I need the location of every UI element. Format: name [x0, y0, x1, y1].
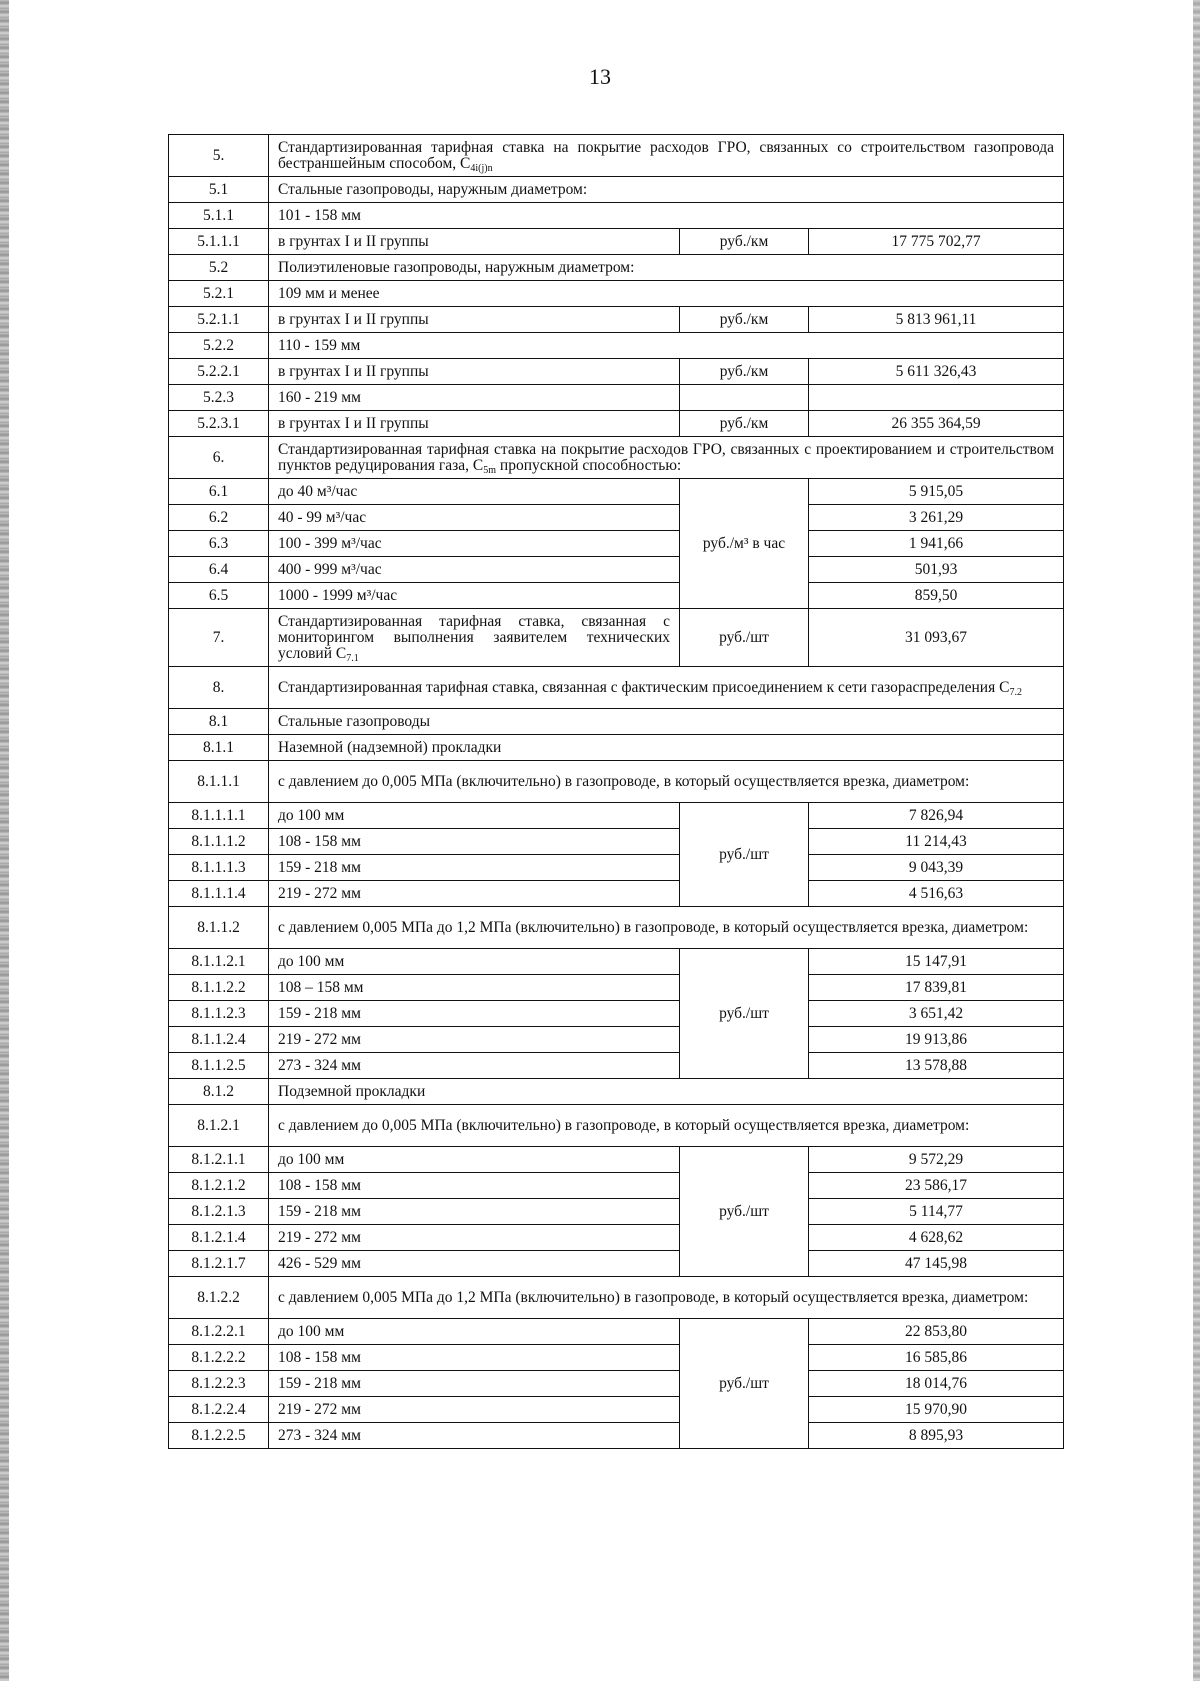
- row-description: в грунтах I и II группы: [269, 411, 680, 437]
- row-number: 5.1.1.1: [169, 229, 269, 255]
- table-row: [169, 281, 1064, 307]
- row-description: в грунтах I и II группы: [269, 359, 680, 385]
- table-row: [169, 255, 1064, 281]
- row-value: 17 839,81: [809, 975, 1064, 1001]
- row-number: 8.1.1.2.2: [169, 975, 269, 1001]
- row-value: 22 853,80: [809, 1319, 1064, 1345]
- row-description: в грунтах I и II группы: [269, 307, 680, 333]
- row-unit: руб./м³ в час: [680, 479, 809, 609]
- row-number: 8.1.1.2.1: [169, 949, 269, 975]
- row-description: 159 - 218 мм: [269, 1199, 680, 1225]
- row-number: 8.1.1.2.3: [169, 1001, 269, 1027]
- table-row: [169, 203, 1064, 229]
- row-value: 859,50: [809, 583, 1064, 609]
- row-description: 160 - 219 мм: [269, 385, 680, 411]
- table-row: [169, 385, 1064, 411]
- table-row: [169, 531, 1064, 557]
- table-row: [169, 1001, 1064, 1027]
- table-row: [169, 1345, 1064, 1371]
- row-number: 8.1.1.2.5: [169, 1053, 269, 1079]
- tariff-table: [168, 134, 1064, 1449]
- row-unit: руб./шт: [680, 1147, 809, 1277]
- row-number: 8.1.2.2.5: [169, 1423, 269, 1449]
- row-number: 5.1: [169, 177, 269, 203]
- row-unit: руб./шт: [680, 949, 809, 1079]
- row-unit: руб./км: [680, 307, 809, 333]
- row-description: 273 - 324 мм: [269, 1423, 680, 1449]
- table-row: [169, 557, 1064, 583]
- row-description: 108 – 158 мм: [269, 975, 680, 1001]
- table-row: [169, 829, 1064, 855]
- row-description: Стальные газопроводы, наружным диаметром:: [269, 177, 1064, 203]
- row-description: 100 - 399 м³/час: [269, 531, 680, 557]
- table-row: [169, 855, 1064, 881]
- row-unit: руб./км: [680, 411, 809, 437]
- row-number: 8.1.1.1.3: [169, 855, 269, 881]
- row-value: 9 572,29: [809, 1147, 1064, 1173]
- row-description: 101 - 158 мм: [269, 203, 1064, 229]
- empty-cell: [680, 385, 809, 411]
- row-number: 8.: [169, 667, 269, 709]
- table-row: [169, 479, 1064, 505]
- row-number: 8.1.1.2.4: [169, 1027, 269, 1053]
- row-value: 8 895,93: [809, 1423, 1064, 1449]
- table-row: [169, 1277, 1064, 1319]
- row-number: 8.1.1: [169, 735, 269, 761]
- row-number: 5.2: [169, 255, 269, 281]
- row-description: 219 - 272 мм: [269, 1397, 680, 1423]
- row-number: 5.2.2: [169, 333, 269, 359]
- table-row: [169, 307, 1064, 333]
- row-value: 9 043,39: [809, 855, 1064, 881]
- row-number: 8.1.2.1.2: [169, 1173, 269, 1199]
- table-row: [169, 1371, 1064, 1397]
- row-number: 8.1.2: [169, 1079, 269, 1105]
- row-value: 5 813 961,11: [809, 307, 1064, 333]
- row-description: Наземной (надземной) прокладки: [269, 735, 1064, 761]
- row-description: с давлением 0,005 МПа до 1,2 МПа (включительно) в газопроводе, в который осуществляется врезка, диаметром:: [269, 907, 1064, 949]
- row-number: 6.3: [169, 531, 269, 557]
- section-description: Стандартизированная тарифная ставка, связанная с мониторингом выполнения заявителем технических условий $С_{7.1}$: [269, 609, 680, 667]
- row-description: 400 - 999 м³/час: [269, 557, 680, 583]
- row-value: 3 261,29: [809, 505, 1064, 531]
- row-value: 47 145,98: [809, 1251, 1064, 1277]
- table-row: [169, 609, 1064, 667]
- row-description: 273 - 324 мм: [269, 1053, 680, 1079]
- row-description: в грунтах I и II группы: [269, 229, 680, 255]
- table-row: [169, 359, 1064, 385]
- row-description: с давлением 0,005 МПа до 1,2 МПа (включительно) в газопроводе, в который осуществляется врезка, диаметром:: [269, 1277, 1064, 1319]
- section-description: Стандартизированная тарифная ставка, связанная с фактическим присоединением к сети газораспределения $С_{7.2}$: [269, 667, 1064, 709]
- row-value: 4 628,62: [809, 1225, 1064, 1251]
- row-value: 13 578,88: [809, 1053, 1064, 1079]
- row-number: 8.1.2.1.7: [169, 1251, 269, 1277]
- section-description: Стандартизированная тарифная ставка на покрытие расходов ГРО, связанных с проектированием и строительством пунктов редуцирования газа, $С_{5m}$ пропускной способностью:: [269, 437, 1064, 479]
- row-number: 5.2.3: [169, 385, 269, 411]
- row-number: 6.1: [169, 479, 269, 505]
- row-description: Стальные газопроводы: [269, 709, 1064, 735]
- row-description: 108 - 158 мм: [269, 1173, 680, 1199]
- row-number: 8.1.1.1: [169, 761, 269, 803]
- scan-edge-left: [0, 0, 9, 1681]
- row-value: 5 114,77: [809, 1199, 1064, 1225]
- row-description: с давлением до 0,005 МПа (включительно) в газопроводе, в который осуществляется врезка, диаметром:: [269, 761, 1064, 803]
- row-number: 5.2.1: [169, 281, 269, 307]
- table-row: [169, 1173, 1064, 1199]
- table-row: [169, 1225, 1064, 1251]
- row-value: 18 014,76: [809, 1371, 1064, 1397]
- table-row: [169, 709, 1064, 735]
- row-value: 16 585,86: [809, 1345, 1064, 1371]
- table-row: [169, 881, 1064, 907]
- row-number: 8.1.1.1.2: [169, 829, 269, 855]
- table-row: [169, 177, 1064, 203]
- row-description: 108 - 158 мм: [269, 829, 680, 855]
- row-number: 8.1.2.2.2: [169, 1345, 269, 1371]
- row-value: 19 913,86: [809, 1027, 1064, 1053]
- row-number: 8.1.1.1.4: [169, 881, 269, 907]
- row-value: 5 915,05: [809, 479, 1064, 505]
- row-description: 159 - 218 мм: [269, 1001, 680, 1027]
- row-value: 11 214,43: [809, 829, 1064, 855]
- row-unit: руб./шт: [680, 1319, 809, 1449]
- table-row: [169, 975, 1064, 1001]
- row-number: 8.1.1.2: [169, 907, 269, 949]
- scan-edge-right: [1193, 0, 1200, 1681]
- row-value: 23 586,17: [809, 1173, 1064, 1199]
- row-value: 31 093,67: [809, 609, 1064, 667]
- row-number: 8.1.2.2.3: [169, 1371, 269, 1397]
- table-row: [169, 1423, 1064, 1449]
- row-number: 8.1.2.1.4: [169, 1225, 269, 1251]
- row-description: с давлением до 0,005 МПа (включительно) в газопроводе, в который осуществляется врезка, диаметром:: [269, 1105, 1064, 1147]
- row-description: 40 - 99 м³/час: [269, 505, 680, 531]
- row-description: 159 - 218 мм: [269, 1371, 680, 1397]
- row-value: 15 970,90: [809, 1397, 1064, 1423]
- row-unit: руб./шт: [680, 803, 809, 907]
- row-description: Полиэтиленовые газопроводы, наружным диаметром:: [269, 255, 1064, 281]
- row-number: 8.1.2.1.3: [169, 1199, 269, 1225]
- row-number: 6.2: [169, 505, 269, 531]
- table-row: [169, 583, 1064, 609]
- row-unit: руб./шт: [680, 609, 809, 667]
- row-description: 110 - 159 мм: [269, 333, 1064, 359]
- row-number: 8.1.2.2.4: [169, 1397, 269, 1423]
- section-description: Стандартизированная тарифная ставка на покрытие расходов ГРО, связанных со строительством газопровода бестраншейным способом, $С_{4i(j)n}$: [269, 135, 1064, 177]
- row-value: 7 826,94: [809, 803, 1064, 829]
- table-row: [169, 135, 1064, 177]
- row-number: 8.1.1.1.1: [169, 803, 269, 829]
- table-row: [169, 505, 1064, 531]
- table-row: [169, 735, 1064, 761]
- empty-cell: [809, 385, 1064, 411]
- row-number: 5.2.1.1: [169, 307, 269, 333]
- row-value: 5 611 326,43: [809, 359, 1064, 385]
- row-description: 1000 - 1999 м³/час: [269, 583, 680, 609]
- table-row: [169, 411, 1064, 437]
- row-description: до 100 мм: [269, 949, 680, 975]
- table-row: [169, 1105, 1064, 1147]
- row-number: 5.2.2.1: [169, 359, 269, 385]
- row-value: 3 651,42: [809, 1001, 1064, 1027]
- row-unit: руб./км: [680, 229, 809, 255]
- row-number: 8.1.2.1.1: [169, 1147, 269, 1173]
- table-row: [169, 333, 1064, 359]
- row-description: 108 - 158 мм: [269, 1345, 680, 1371]
- row-description: Подземной прокладки: [269, 1079, 1064, 1105]
- row-description: до 100 мм: [269, 1147, 680, 1173]
- row-number: 7.: [169, 609, 269, 667]
- table-row: [169, 1397, 1064, 1423]
- row-number: 8.1.2.2.1: [169, 1319, 269, 1345]
- table-row: [169, 761, 1064, 803]
- row-description: до 40 м³/час: [269, 479, 680, 505]
- table-row: [169, 1027, 1064, 1053]
- row-number: 5.: [169, 135, 269, 177]
- row-value: 4 516,63: [809, 881, 1064, 907]
- row-value: 501,93: [809, 557, 1064, 583]
- table-row: [169, 437, 1064, 479]
- row-value: 1 941,66: [809, 531, 1064, 557]
- row-description: 159 - 218 мм: [269, 855, 680, 881]
- row-description: 219 - 272 мм: [269, 881, 680, 907]
- table-row: [169, 949, 1064, 975]
- row-value: 17 775 702,77: [809, 229, 1064, 255]
- row-description: 219 - 272 мм: [269, 1225, 680, 1251]
- row-number: 8.1.2.1: [169, 1105, 269, 1147]
- row-description: 426 - 529 мм: [269, 1251, 680, 1277]
- row-number: 8.1: [169, 709, 269, 735]
- table-row: [169, 229, 1064, 255]
- row-number: 6.: [169, 437, 269, 479]
- row-number: 6.5: [169, 583, 269, 609]
- table-row: [169, 1251, 1064, 1277]
- row-value: 15 147,91: [809, 949, 1064, 975]
- row-number: 8.1.2.2: [169, 1277, 269, 1319]
- row-description: 109 мм и менее: [269, 281, 1064, 307]
- table-row: [169, 667, 1064, 709]
- row-number: 6.4: [169, 557, 269, 583]
- table-row: [169, 1199, 1064, 1225]
- table-row: [169, 907, 1064, 949]
- row-unit: руб./км: [680, 359, 809, 385]
- table-row: [169, 1319, 1064, 1345]
- page-number: 13: [589, 64, 611, 89]
- row-description: до 100 мм: [269, 1319, 680, 1345]
- row-value: 26 355 364,59: [809, 411, 1064, 437]
- row-description: 219 - 272 мм: [269, 1027, 680, 1053]
- row-number: 5.1.1: [169, 203, 269, 229]
- table-row: [169, 803, 1064, 829]
- table-row: [169, 1053, 1064, 1079]
- row-description: до 100 мм: [269, 803, 680, 829]
- table-row: [169, 1079, 1064, 1105]
- row-number: 5.2.3.1: [169, 411, 269, 437]
- table-row: [169, 1147, 1064, 1173]
